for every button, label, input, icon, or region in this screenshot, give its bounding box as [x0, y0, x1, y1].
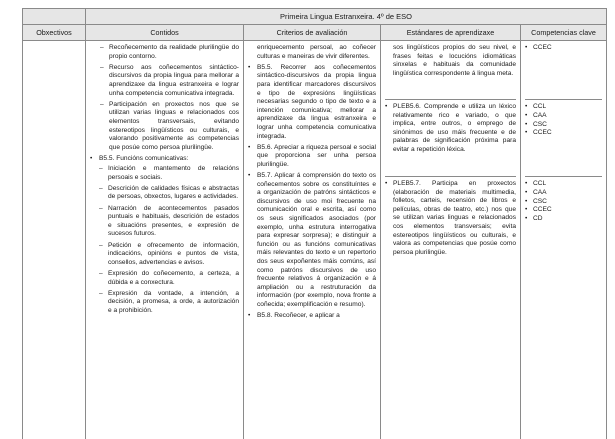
competencia-item: • CD [525, 215, 543, 223]
criterios-list [248, 64, 376, 321]
list-item: • B5.8. Recoñecer, e aplicar a [248, 312, 340, 320]
b5-section [90, 155, 239, 316]
criterios-cell [244, 41, 381, 439]
competencia-item: • CCL [525, 180, 547, 187]
competencias-block-3 [525, 177, 602, 224]
b5-sublist [99, 165, 239, 315]
competencia-item: • CCEC [525, 129, 552, 137]
column-header-row [23, 25, 607, 41]
competencia-item: • CSC [525, 120, 547, 128]
competencia-item: • CAA [525, 111, 547, 119]
list-item: • B5.5. Recorrer aos coñecementos sintáctico-discursivos da propia lingua para identificar marcadores discursivos e tipo de expresións lingüísticas necesarias segundo o tipo de texto e a intención comunicativa; mellorar a aprendizaxe da lingua estranxeira e lograr unha competencia comunicativa integrada. [248, 63, 376, 140]
list-item: – Recoñecemento da realidade plurilingüe do propio contorno. [100, 44, 239, 60]
competencias-block-1 [525, 44, 602, 99]
obxectivos-cell [23, 41, 86, 439]
list-item: • B5.7. Aplicar á comprensión do texto os coñecementos sobre os constituíntes e a organización de patróns sintácticos e discursivos de uso moi frecuente na comunicación oral e escrita, así como os seus significados asociados (por exemplo, unha estrutura interrogativa para expresar sorpresa); e distinguir a función ou as funcións comunicativas máis relevantes do texto e un repertorio dos seus expoñentes máis comúns, así como patróns discursivos de uso frecuente relativos á organización e á ampliación ou a restruturación da información (por exemplo, nova fronte a coñecida; exemplificación e resumo). [248, 172, 376, 308]
contidos-cell [86, 41, 244, 439]
competencias-cell [521, 41, 607, 439]
table-title-row [23, 9, 607, 25]
criterio-intro: enriquecemento persoal, ao coñecer culturas e maneiras de vivir diferentes. [257, 44, 376, 60]
col-header-criterios: Criterios de avaliación [244, 25, 381, 41]
b5-title: B5.5. Funcións comunicativas: [99, 154, 189, 162]
col-header-contidos: Contidos [86, 25, 244, 41]
content-row [23, 41, 607, 439]
list-item: – Recurso aos coñecementos sintáctico-discursivos da propia lingua para mellorar a aprendizaxe da lingua estranxeira e lograr unha competencia comunicativa integrada. [100, 63, 239, 97]
contidos-list-a [100, 44, 239, 152]
list-item: – Petición e ofrecemento de información, indicacións, opinións e puntos de vista, consellos, advertencias e avisos. [99, 241, 239, 266]
col-header-competencias: Competencias clave [521, 25, 607, 41]
estandar-block-3: • PLEB5.7. Participa en proxectos (elaboración de materiais multimedia, folletos, carteis, recensión de libros e películas, obras de teatro, etc.) nos que se utilizan varias linguas e relacionados cos elementos transversais; evita estereotipos lingüísticos ou culturais, e valora as competencias que posúe como persoa plurilingüe. [385, 180, 516, 256]
competencia-item: • CCL [525, 103, 547, 110]
curriculum-table [22, 8, 607, 439]
list-item: – Descrición de calidades físicas e abstractas de persoas, obxectos, lugares e actividades. [99, 184, 239, 201]
title-blank-cell [23, 9, 86, 25]
competencias-block-2 [525, 100, 602, 176]
estandar-block-1: sos lingüísticos propios do seu nivel, e frases feitas e locucións idiomáticas sinxelas e habituais da comunidade lingüística correspondente á lingua meta. [393, 44, 516, 77]
competencia-item: • CCEC [525, 206, 552, 214]
list-item: • B5.5. Funcións comunicativas: – Iniciación e mantemento de relacións persoais e sociais. – Descrición de calidades físicas e abstractas de persoas, obxectos, lugares e actividades. – Narración de acontecementos pasados puntuais e habituais, descrición de estados e situacións presentes, e expresión de sucesos futuros. – Petición e ofrecemento de información, indicacións, opinións e puntos de vista, consellos, advertencias e avisos. – Expresión do coñecemento, a certeza, a dúbida e a conxectura. – Expresión da vontade, a intención, a decisión, a promesa, a orde, a autorización e a prohibición. [90, 154, 239, 314]
competencia-item: • CAA [525, 188, 547, 196]
competencia-item: • CSC [525, 197, 547, 205]
estandar-block-2: • PLEB5.6. Comprende e utiliza un léxico relativamente rico e variado, o que implica, entre outros, o emprego de sinónimos de uso máis frecuente e de palabras de significación próxima para evitar a repetición léxica. [385, 103, 516, 153]
list-item: – Expresión da vontade, a intención, a decisión, a promesa, a orde, a autorización e a prohibición. [99, 289, 239, 314]
list-item: • B5.6. Apreciar a riqueza persoal e social que proporciona ser unha persoa plurilingüe. [248, 143, 376, 168]
col-header-obxectivos: Obxectivos [23, 25, 86, 41]
col-header-estandares: Estándares de aprendizaxe [381, 25, 521, 41]
competencia-item: • CCEC [525, 44, 552, 51]
list-item: – Participación en proxectos nos que se utilizan varias linguas e relacionados cos elementos transversais, evitando estereotipos lingüísticos ou culturais, e valorando positivamente as competencias que posúe como persoa plurilingüe. [100, 100, 239, 151]
estandares-cell [381, 41, 521, 439]
list-item: – Narración de acontecementos pasados puntuais e habituais, descrición de estados e situacións presentes, e expresión de sucesos futuros. [99, 204, 239, 238]
table-title: Primeira Lingua Estranxeira. 4º de ESO [86, 9, 607, 25]
list-item: – Expresión do coñecemento, a certeza, a dúbida e a conxectura. [99, 269, 239, 286]
list-item: – Iniciación e mantemento de relacións persoais e sociais. [99, 165, 239, 181]
